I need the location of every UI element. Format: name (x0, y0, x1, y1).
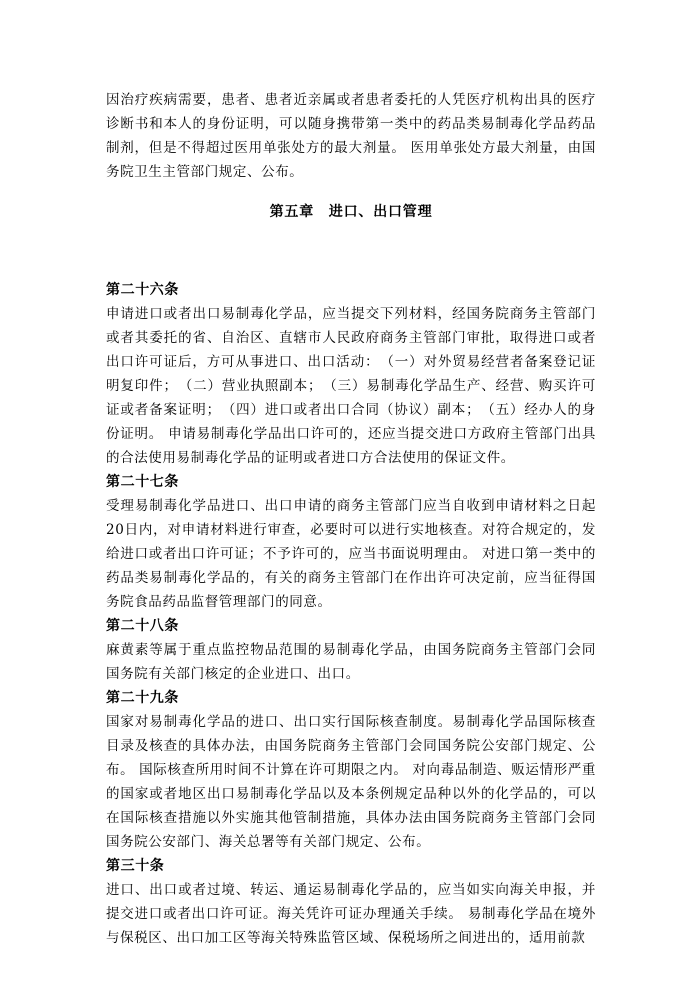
chapter-title: 第五章 进口、出口管理 (269, 204, 433, 220)
article-title: 第三十条 (106, 858, 165, 874)
article-body: 受理易制毒化学品进口、出口申请的商务主管部门应当自收到申请材料之日起20日内，对申请材料进行审查，必要时可以进行实地核查。对符合规定的，发给进口或者出口许可证；不予许可的，应当书面说明理由。 对进口第一类中的药品类易制毒化学品的，有关的商务主管部门在作出许可决定前，应当征得国务院食品药品监督管理部门的同意。 (106, 498, 596, 610)
article-title: 第二十八条 (106, 618, 179, 634)
article-body: 申请进口或者出口易制毒化学品，应当提交下列材料，经国务院商务主管部门或者其委托的省、自治区、直辖市人民政府商务主管部门审批，取得进口或者出口许可证后，方可从事进口、出口活动： （一）对外贸易经营者备案登记证明复印件； （二）营业执照副本； （三）易制毒化学品生产、经营、购买许可证或者备案证明； （四）进口或者出口合同（协议）副本； （五）经办人的身份证明。 申请易制毒化学品出口许可的，还应当提交进口方政府主管部门出具的合法使用易制毒化学品的证明或者进口方合法使用的保证文件。 (106, 306, 596, 466)
article-body: 麻黄素等属于重点监控物品范围的易制毒化学品，由国务院商务主管部门会同国务院有关部门核定的企业进口、出口。 (106, 642, 596, 682)
intro-paragraph: 因治疗疾病需要，患者、患者近亲属或者患者委托的人凭医疗机构出具的医疗诊断书和本人的身份证明，可以随身携带第一类中的药品类易制毒化学品药品制剂，但是不得超过医用单张处方的最大剂量。 医用单张处方最大剂量，由国务院卫生主管部门规定、公布。 (106, 92, 596, 180)
article (106, 470, 596, 614)
article (106, 614, 596, 686)
article-title: 第二十七条 (106, 474, 179, 490)
article-title: 第二十六条 (106, 282, 179, 298)
article (106, 278, 596, 470)
document-page (106, 88, 596, 950)
article-body: 进口、出口或者过境、转运、通运易制毒化学品的，应当如实向海关申报，并提交进口或者出口许可证。海关凭许可证办理通关手续。 易制毒化学品在境外与保税区、出口加工区等海关特殊监管区域、保税场所之间进出的，适用前款 (106, 882, 596, 946)
article (106, 854, 596, 950)
article (106, 686, 596, 854)
article-title: 第二十九条 (106, 690, 179, 706)
article-body: 国家对易制毒化学品的进口、出口实行国际核查制度。易制毒化学品国际核查目录及核查的具体办法，由国务院商务主管部门会同国务院公安部门规定、公布。 国际核查所用时间不计算在许可期限之内。 对向毒品制造、贩运情形严重的国家或者地区出口易制毒化学品以及本条例规定品种以外的化学品的，可以在国际核查措施以外实施其他管制措施，具体办法由国务院商务主管部门会同国务院公安部门、海关总署等有关部门规定、公布。 (106, 714, 596, 850)
